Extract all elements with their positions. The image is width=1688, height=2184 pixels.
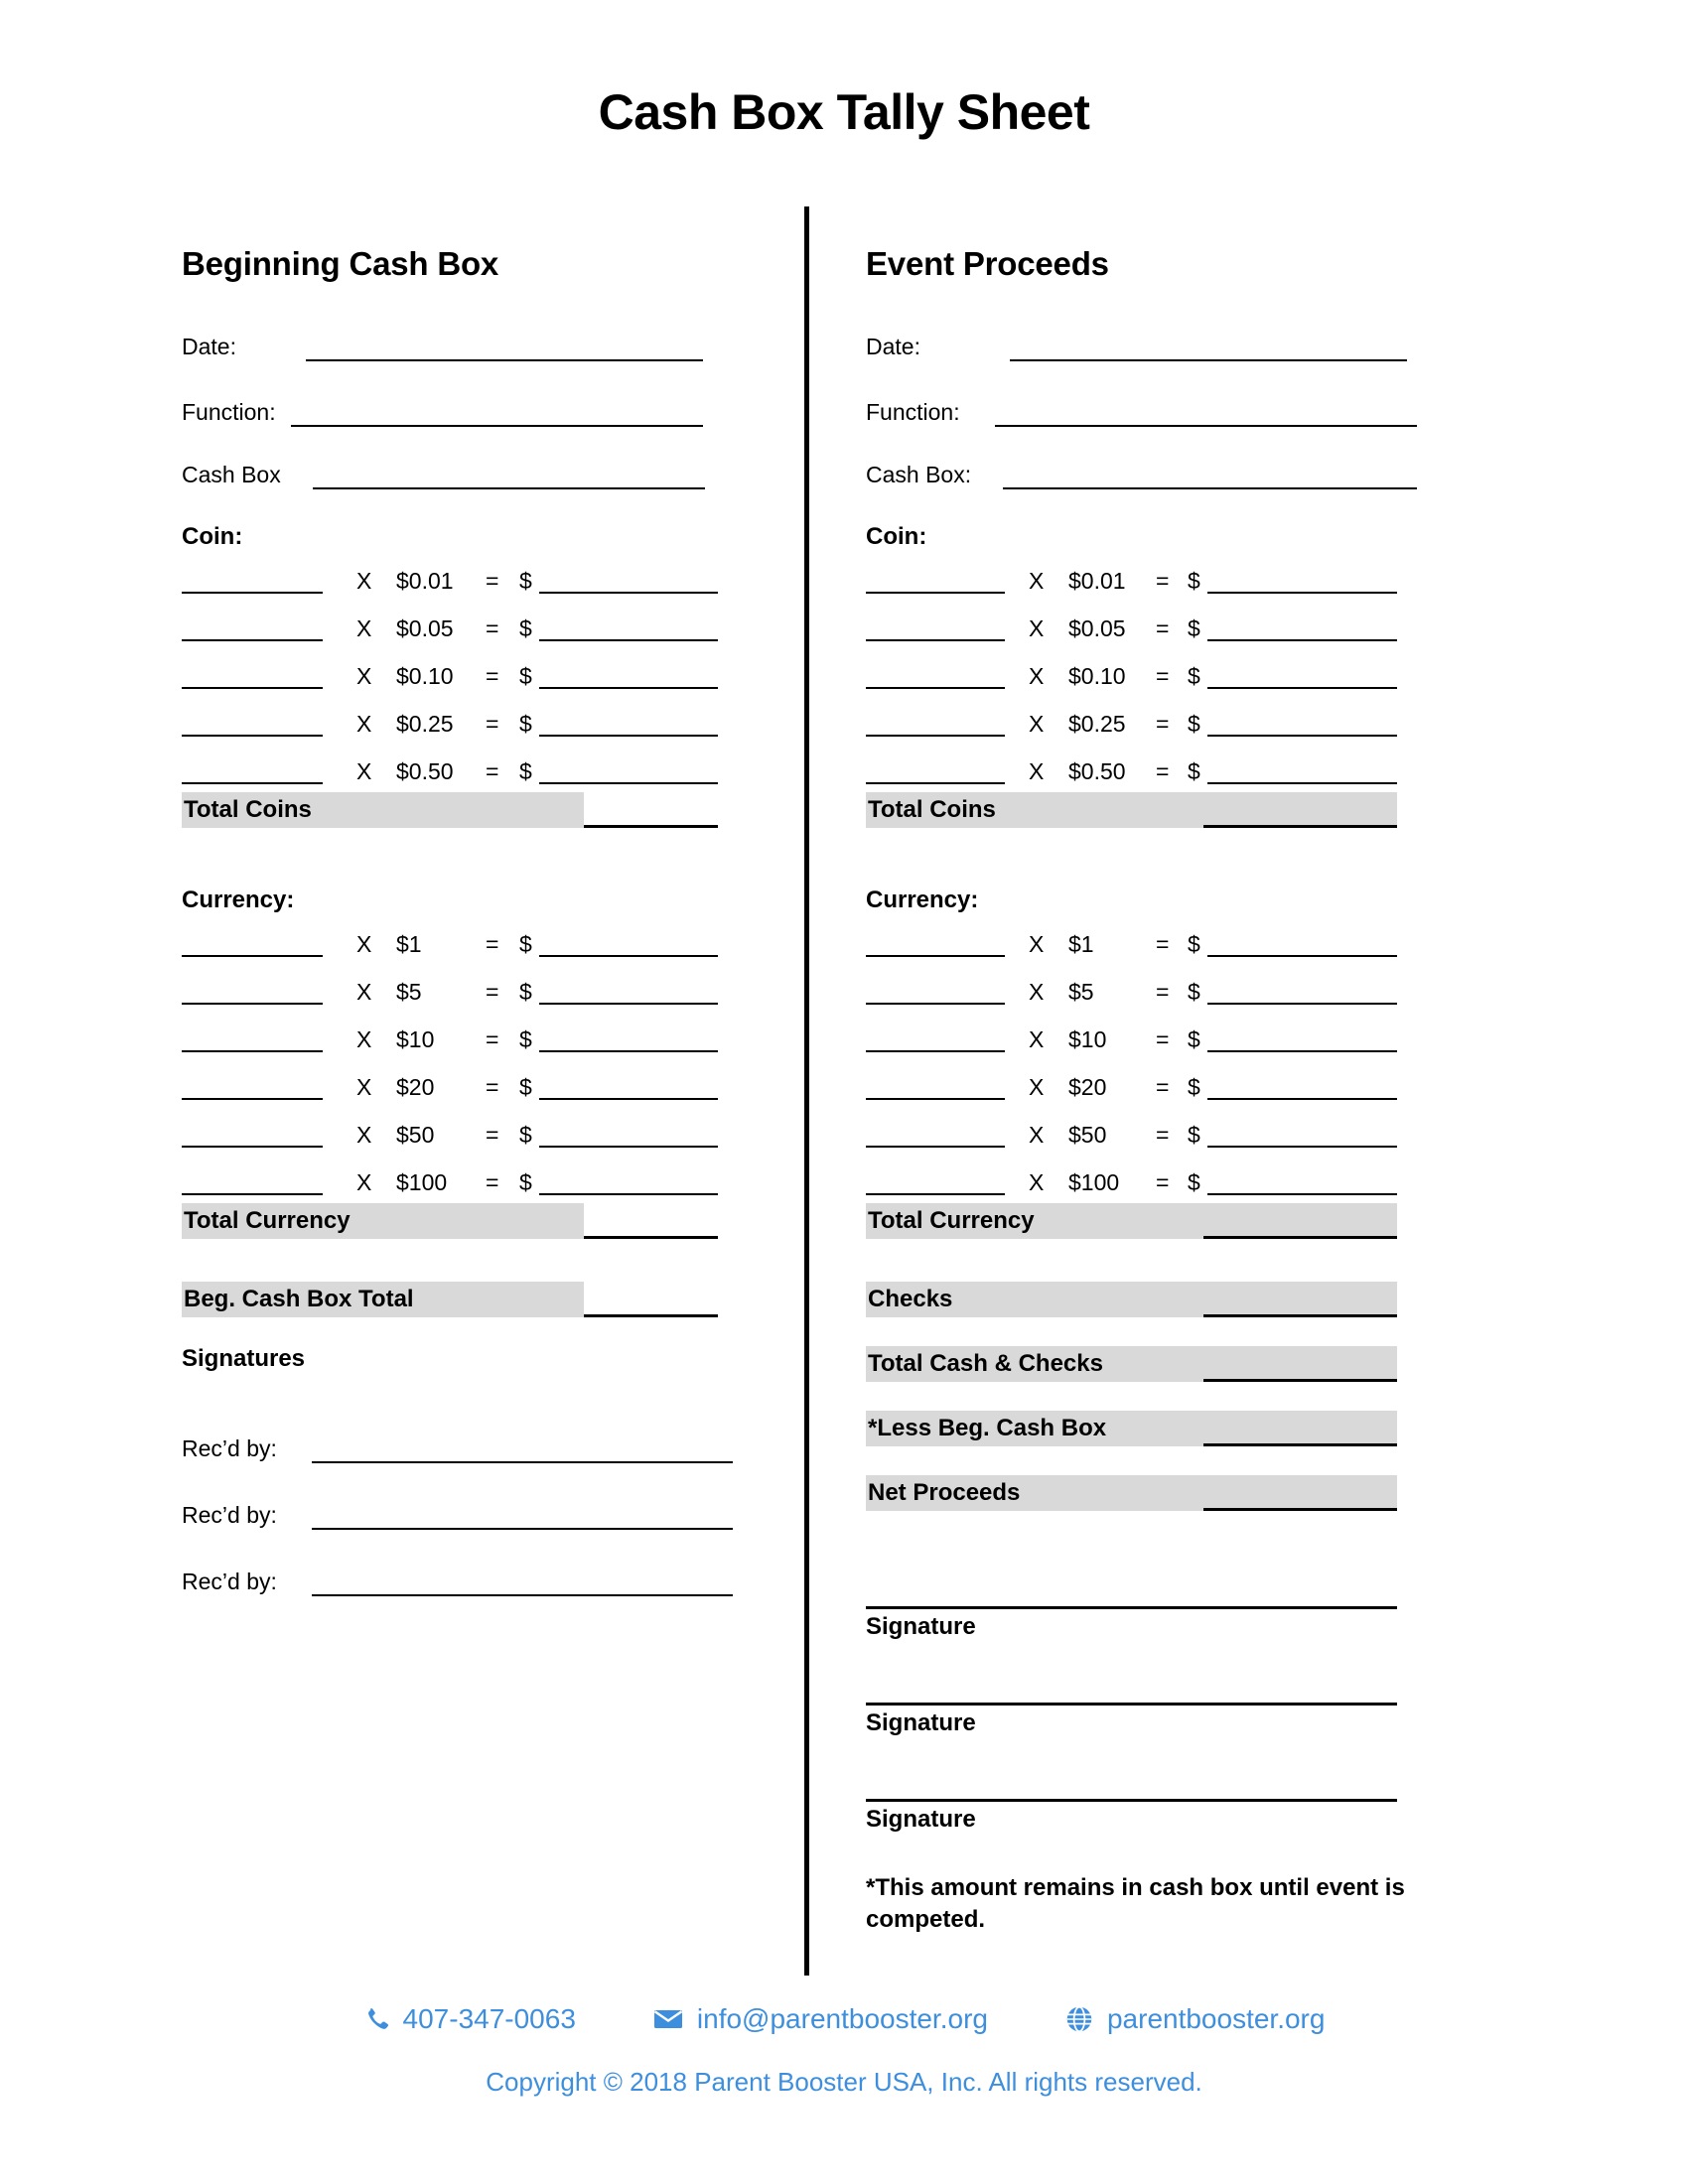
right-net-proceeds-input[interactable] — [1203, 1508, 1397, 1511]
left-recd-by-input[interactable] — [312, 1569, 733, 1596]
right-currency-count-input[interactable] — [866, 978, 1005, 1005]
left-currency-dollar-symbol: $ — [519, 931, 532, 957]
right-currency-count-input[interactable] — [866, 1025, 1005, 1052]
left-recd-by-input[interactable] — [312, 1435, 733, 1463]
left-total-currency-row — [182, 1203, 718, 1239]
right-coin-count-input[interactable] — [866, 662, 1005, 689]
right-function-input[interactable] — [995, 399, 1417, 427]
left-currency-dollar-symbol: $ — [519, 979, 532, 1005]
right-coin-multiply-symbol: X — [1029, 615, 1045, 641]
right-currency-equals-symbol: = — [1156, 1169, 1170, 1195]
right-coin-denomination: $0.05 — [1068, 615, 1126, 641]
right-currency-denomination: $20 — [1068, 1074, 1107, 1100]
left-cash-box-input[interactable] — [313, 462, 705, 489]
left-currency-multiply-symbol: X — [356, 979, 372, 1005]
left-coin-row — [182, 657, 718, 689]
left-coin-multiply-symbol: X — [356, 711, 372, 737]
right-coin-count-input[interactable] — [866, 710, 1005, 737]
right-currency-denomination: $1 — [1068, 931, 1094, 957]
left-coin-total-input[interactable] — [539, 757, 718, 784]
right-currency-row — [866, 1021, 1397, 1052]
right-currency-multiply-symbol: X — [1029, 931, 1045, 957]
left-coin-denomination: $0.10 — [396, 663, 454, 689]
left-currency-total-input[interactable] — [539, 1168, 718, 1195]
right-coin-dollar-symbol: $ — [1188, 711, 1200, 737]
right-coin-multiply-symbol: X — [1029, 663, 1045, 689]
footer-website[interactable] — [1065, 2003, 1326, 2035]
left-currency-denomination: $20 — [396, 1074, 435, 1100]
left-currency-multiply-symbol: X — [356, 1169, 372, 1195]
right-signature-block — [866, 1703, 1397, 1738]
envelope-icon — [653, 2007, 683, 2031]
left-currency-count-input[interactable] — [182, 1025, 323, 1052]
right-total-currency-row — [866, 1203, 1397, 1239]
right-footnote: *This amount remains in cash box until event is competed. — [866, 1874, 1405, 1933]
left-coin-dollar-symbol: $ — [519, 568, 532, 594]
right-total-currency-label: Total Currency — [868, 1207, 1035, 1234]
left-currency-row — [182, 925, 718, 957]
right-currency-denomination: $100 — [1068, 1169, 1120, 1195]
footer-contacts — [0, 2003, 1688, 2035]
right-net-proceeds-label: Net Proceeds — [868, 1479, 1021, 1506]
right-signature-caption: Signature — [866, 1806, 976, 1833]
footer-email[interactable] — [653, 2003, 988, 2035]
right-coin-dollar-symbol: $ — [1188, 568, 1200, 594]
left-currency-denomination: $50 — [396, 1122, 435, 1148]
right-signature-block — [866, 1799, 1397, 1835]
right-total-coins-label: Total Coins — [868, 796, 996, 823]
left-total-currency-label: Total Currency — [184, 1207, 351, 1234]
right-total-coins-row — [866, 792, 1397, 828]
right-coin-denomination: $0.50 — [1068, 758, 1126, 784]
right-net-proceeds-row — [866, 1475, 1397, 1511]
right-coin-denomination: $0.10 — [1068, 663, 1126, 689]
left-coin-denomination: $0.25 — [396, 711, 454, 737]
right-cash-box-label: Cash Box: — [866, 462, 972, 487]
right-coin-count-input[interactable] — [866, 567, 1005, 594]
left-coin-equals-symbol: = — [486, 615, 499, 641]
right-function-label: Function: — [866, 399, 960, 425]
right-coin-total-input[interactable] — [1207, 567, 1397, 594]
left-currency-denomination: $100 — [396, 1169, 448, 1195]
right-currency-total-input[interactable] — [1207, 1168, 1397, 1195]
left-coin-multiply-symbol: X — [356, 568, 372, 594]
left-coin-multiply-symbol: X — [356, 663, 372, 689]
left-currency-total-input[interactable] — [539, 1121, 718, 1148]
event-proceeds-heading: Event Proceeds — [866, 245, 1109, 282]
footer-phone-text: 407-347-0063 — [402, 2003, 576, 2034]
left-coin-row — [182, 562, 718, 594]
left-coin-denomination: $0.01 — [396, 568, 454, 594]
left-beg-cash-box-total-input[interactable] — [584, 1314, 718, 1317]
left-function-field-row — [182, 393, 723, 427]
right-total-cash-checks-input[interactable] — [1203, 1379, 1397, 1382]
left-currency-dollar-symbol: $ — [519, 1122, 532, 1148]
left-coin-count-input[interactable] — [182, 710, 323, 737]
right-coin-denomination: $0.25 — [1068, 711, 1126, 737]
right-currency-count-input[interactable] — [866, 930, 1005, 957]
footer-website-text: parentbooster.org — [1106, 2003, 1326, 2034]
left-currency-count-input[interactable] — [182, 1168, 323, 1195]
right-signature-caption: Signature — [866, 1613, 976, 1640]
left-currency-equals-symbol: = — [486, 979, 499, 1005]
right-date-field-row — [866, 328, 1417, 361]
left-signatures-heading: Signatures — [182, 1345, 306, 1372]
right-coin-row — [866, 657, 1397, 689]
right-currency-row — [866, 925, 1397, 957]
left-currency-total-input[interactable] — [539, 1073, 718, 1100]
left-total-coins-input[interactable] — [584, 825, 718, 828]
left-coin-count-input[interactable] — [182, 614, 323, 641]
right-coin-heading: Coin: — [866, 523, 927, 550]
right-coin-total-input[interactable] — [1207, 710, 1397, 737]
left-currency-equals-symbol: = — [486, 1122, 499, 1148]
left-currency-count-input[interactable] — [182, 978, 323, 1005]
right-currency-row — [866, 1163, 1397, 1195]
left-currency-denomination: $10 — [396, 1026, 435, 1052]
right-cash-box-field-row — [866, 456, 1417, 489]
right-coin-dollar-symbol: $ — [1188, 758, 1200, 784]
right-currency-equals-symbol: = — [1156, 1122, 1170, 1148]
right-currency-dollar-symbol: $ — [1188, 1122, 1200, 1148]
left-coin-count-input[interactable] — [182, 757, 323, 784]
right-less-beg-cash-box-input[interactable] — [1203, 1443, 1397, 1446]
right-currency-multiply-symbol: X — [1029, 1074, 1045, 1100]
left-recd-by-row — [182, 1496, 733, 1530]
right-checks-row — [866, 1282, 1397, 1317]
left-currency-count-input[interactable] — [182, 1121, 323, 1148]
right-coin-multiply-symbol: X — [1029, 711, 1045, 737]
right-currency-row — [866, 973, 1397, 1005]
left-currency-heading: Currency: — [182, 887, 295, 913]
column-divider — [804, 206, 809, 1976]
right-currency-equals-symbol: = — [1156, 979, 1170, 1005]
left-coin-count-input[interactable] — [182, 567, 323, 594]
left-coin-multiply-symbol: X — [356, 615, 372, 641]
left-currency-multiply-symbol: X — [356, 1026, 372, 1052]
right-currency-equals-symbol: = — [1156, 1074, 1170, 1100]
right-currency-dollar-symbol: $ — [1188, 931, 1200, 957]
globe-icon — [1065, 2005, 1093, 2033]
left-coin-dollar-symbol: $ — [519, 615, 532, 641]
left-currency-equals-symbol: = — [486, 1169, 499, 1195]
left-currency-count-input[interactable] — [182, 1073, 323, 1100]
footer-copyright: Copyright © 2018 Parent Booster USA, Inc. All rights reserved. — [486, 2067, 1202, 2097]
right-currency-denomination: $5 — [1068, 979, 1094, 1005]
right-coin-denomination: $0.01 — [1068, 568, 1126, 594]
left-recd-by-input[interactable] — [312, 1502, 733, 1530]
right-coin-row — [866, 562, 1397, 594]
right-signature-block — [866, 1606, 1397, 1642]
left-recd-by-row — [182, 1430, 733, 1463]
left-total-coins-label: Total Coins — [184, 796, 312, 823]
right-currency-multiply-symbol: X — [1029, 1169, 1045, 1195]
right-currency-total-input[interactable] — [1207, 1073, 1397, 1100]
left-coin-total-input[interactable] — [539, 567, 718, 594]
left-coin-denomination: $0.05 — [396, 615, 454, 641]
left-beg-cash-box-total-label: Beg. Cash Box Total — [184, 1286, 414, 1312]
right-currency-dollar-symbol: $ — [1188, 979, 1200, 1005]
right-currency-count-input[interactable] — [866, 1168, 1005, 1195]
right-total-coins-input[interactable] — [1203, 825, 1397, 828]
right-coin-dollar-symbol: $ — [1188, 663, 1200, 689]
left-coin-row — [182, 752, 718, 784]
right-currency-equals-symbol: = — [1156, 1026, 1170, 1052]
left-currency-row — [182, 1163, 718, 1195]
left-coin-total-input[interactable] — [539, 614, 718, 641]
right-coin-multiply-symbol: X — [1029, 568, 1045, 594]
left-currency-dollar-symbol: $ — [519, 1074, 532, 1100]
right-total-cash-checks-row — [866, 1346, 1397, 1382]
right-currency-denomination: $50 — [1068, 1122, 1107, 1148]
right-coin-row — [866, 610, 1397, 641]
left-currency-total-input[interactable] — [539, 1025, 718, 1052]
left-currency-denomination: $5 — [396, 979, 422, 1005]
left-currency-row — [182, 1068, 718, 1100]
footer-phone[interactable] — [363, 2003, 576, 2035]
left-currency-multiply-symbol: X — [356, 1074, 372, 1100]
beginning-cash-box-heading: Beginning Cash Box — [182, 245, 499, 282]
right-coin-row — [866, 752, 1397, 784]
right-currency-count-input[interactable] — [866, 1073, 1005, 1100]
left-cash-box-field-row — [182, 456, 723, 489]
right-currency-equals-symbol: = — [1156, 931, 1170, 957]
right-currency-total-input[interactable] — [1207, 978, 1397, 1005]
right-total-currency-input[interactable] — [1203, 1236, 1397, 1239]
right-cash-box-input[interactable] — [1003, 462, 1417, 489]
right-coin-total-input[interactable] — [1207, 662, 1397, 689]
right-coin-total-input[interactable] — [1207, 757, 1397, 784]
right-less-beg-cash-box-label: *Less Beg. Cash Box — [868, 1415, 1107, 1441]
right-coin-row — [866, 705, 1397, 737]
left-coin-denomination: $0.50 — [396, 758, 454, 784]
left-recd-by-label: Rec’d by: — [182, 1502, 277, 1528]
page-title: Cash Box Tally Sheet — [598, 84, 1090, 140]
right-coin-multiply-symbol: X — [1029, 758, 1045, 784]
left-recd-by-label: Rec’d by: — [182, 1435, 277, 1461]
right-currency-dollar-symbol: $ — [1188, 1169, 1200, 1195]
left-total-currency-input[interactable] — [584, 1236, 718, 1239]
left-currency-multiply-symbol: X — [356, 1122, 372, 1148]
left-currency-dollar-symbol: $ — [519, 1026, 532, 1052]
left-currency-equals-symbol: = — [486, 931, 499, 957]
left-coin-row — [182, 610, 718, 641]
left-total-coins-row — [182, 792, 718, 828]
right-coin-equals-symbol: = — [1156, 615, 1170, 641]
left-coin-heading: Coin: — [182, 523, 243, 550]
right-function-field-row — [866, 393, 1417, 427]
right-currency-row — [866, 1068, 1397, 1100]
left-currency-total-input[interactable] — [539, 930, 718, 957]
right-currency-dollar-symbol: $ — [1188, 1026, 1200, 1052]
phone-icon — [363, 2006, 389, 2032]
left-currency-row — [182, 973, 718, 1005]
right-currency-total-input[interactable] — [1207, 930, 1397, 957]
left-recd-by-row — [182, 1563, 733, 1596]
left-date-input[interactable] — [306, 334, 703, 361]
footer-email-text: info@parentbooster.org — [696, 2003, 988, 2034]
right-coin-equals-symbol: = — [1156, 663, 1170, 689]
right-currency-denomination: $10 — [1068, 1026, 1107, 1052]
left-date-label: Date: — [182, 334, 236, 359]
left-currency-multiply-symbol: X — [356, 931, 372, 957]
right-total-cash-checks-label: Total Cash & Checks — [868, 1350, 1103, 1377]
left-function-input[interactable] — [291, 399, 703, 427]
right-coin-equals-symbol: = — [1156, 758, 1170, 784]
right-coin-equals-symbol: = — [1156, 711, 1170, 737]
right-signature-caption: Signature — [866, 1709, 976, 1736]
left-coin-multiply-symbol: X — [356, 758, 372, 784]
left-coin-row — [182, 705, 718, 737]
left-coin-total-input[interactable] — [539, 710, 718, 737]
right-currency-dollar-symbol: $ — [1188, 1074, 1200, 1100]
left-coin-equals-symbol: = — [486, 758, 499, 784]
right-date-label: Date: — [866, 334, 920, 359]
left-coin-equals-symbol: = — [486, 711, 499, 737]
right-coin-count-input[interactable] — [866, 757, 1005, 784]
left-currency-count-input[interactable] — [182, 930, 323, 957]
left-currency-equals-symbol: = — [486, 1074, 499, 1100]
left-coin-dollar-symbol: $ — [519, 711, 532, 737]
right-currency-multiply-symbol: X — [1029, 1026, 1045, 1052]
right-date-input[interactable] — [1010, 334, 1407, 361]
left-currency-total-input[interactable] — [539, 978, 718, 1005]
left-function-label: Function: — [182, 399, 276, 425]
right-currency-row — [866, 1116, 1397, 1148]
right-currency-heading: Currency: — [866, 887, 979, 913]
left-cash-box-label: Cash Box — [182, 462, 281, 487]
right-currency-count-input[interactable] — [866, 1121, 1005, 1148]
right-currency-multiply-symbol: X — [1029, 979, 1045, 1005]
left-currency-equals-symbol: = — [486, 1026, 499, 1052]
left-coin-equals-symbol: = — [486, 663, 499, 689]
left-recd-by-label: Rec’d by: — [182, 1569, 277, 1594]
right-coin-equals-symbol: = — [1156, 568, 1170, 594]
left-coin-count-input[interactable] — [182, 662, 323, 689]
right-currency-total-input[interactable] — [1207, 1025, 1397, 1052]
left-currency-row — [182, 1021, 718, 1052]
left-currency-dollar-symbol: $ — [519, 1169, 532, 1195]
right-coin-total-input[interactable] — [1207, 614, 1397, 641]
left-coin-dollar-symbol: $ — [519, 758, 532, 784]
left-currency-denomination: $1 — [396, 931, 422, 957]
left-coin-total-input[interactable] — [539, 662, 718, 689]
left-date-field-row — [182, 328, 723, 361]
left-currency-row — [182, 1116, 718, 1148]
left-coin-equals-symbol: = — [486, 568, 499, 594]
right-less-beg-cash-box-row — [866, 1411, 1397, 1446]
right-currency-multiply-symbol: X — [1029, 1122, 1045, 1148]
left-beg-cash-box-total-row — [182, 1282, 718, 1317]
right-coin-count-input[interactable] — [866, 614, 1005, 641]
right-coin-dollar-symbol: $ — [1188, 615, 1200, 641]
left-coin-dollar-symbol: $ — [519, 663, 532, 689]
right-checks-input[interactable] — [1203, 1314, 1397, 1317]
right-currency-total-input[interactable] — [1207, 1121, 1397, 1148]
right-checks-label: Checks — [868, 1286, 953, 1312]
